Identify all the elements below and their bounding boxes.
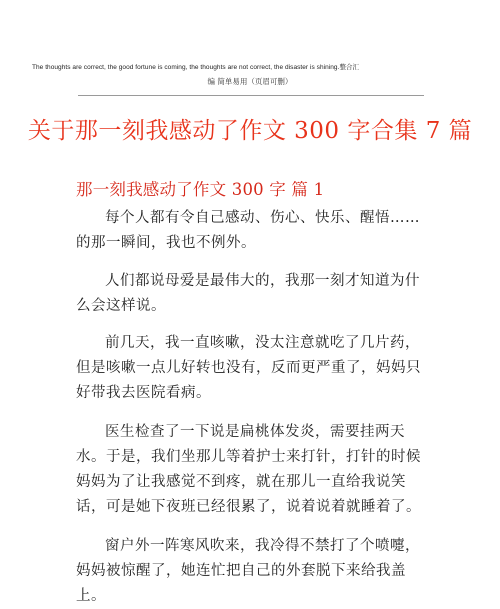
paragraph-3: 前几天，我一直咳嗽，没太注意就吃了几片药，但是咳嗽一点儿好转也没有，反而更严重了，妈妈只好带我去医院看病。	[76, 335, 421, 401]
paragraph-5: 窗户外一阵寒风吹来，我冷得不禁打了个喷嚏，妈妈被惊醒了，她连忙把自己的外套脱下来给我盖上。	[76, 538, 420, 604]
document-title: 关于那一刻我感动了作文 300 字合集 7 篇	[27, 118, 473, 144]
page-header	[0, 62, 500, 87]
paragraph-1: 每个人都有令自己感动、伤心、快乐、醒悟……的那一瞬间，我也不例外。	[76, 210, 420, 251]
header-editor-note: 编 简单易用（页眉可删）	[207, 77, 293, 86]
header-quote: The thoughts are correct, the good fortune is coming, the thoughts are not correct, the disaster is shining.整合汇	[32, 64, 360, 71]
section-heading: 那一刻我感动了作文 300 字 篇 1	[76, 180, 325, 199]
paragraph-4: 医生检查了一下说是扁桃体发炎，需要挂两天水。于是，我们坐那儿等着护士来打针，打针的时候妈妈为了让我感觉不到疼，就在那儿一直给我说笑话，可是她下夜班已经很累了，说着说着就睡着了。	[76, 424, 421, 515]
paragraph-2: 人们都说母爱是最伟大的，我那一刻才知道为什么会这样说。	[76, 273, 420, 314]
header-divider	[78, 95, 424, 96]
